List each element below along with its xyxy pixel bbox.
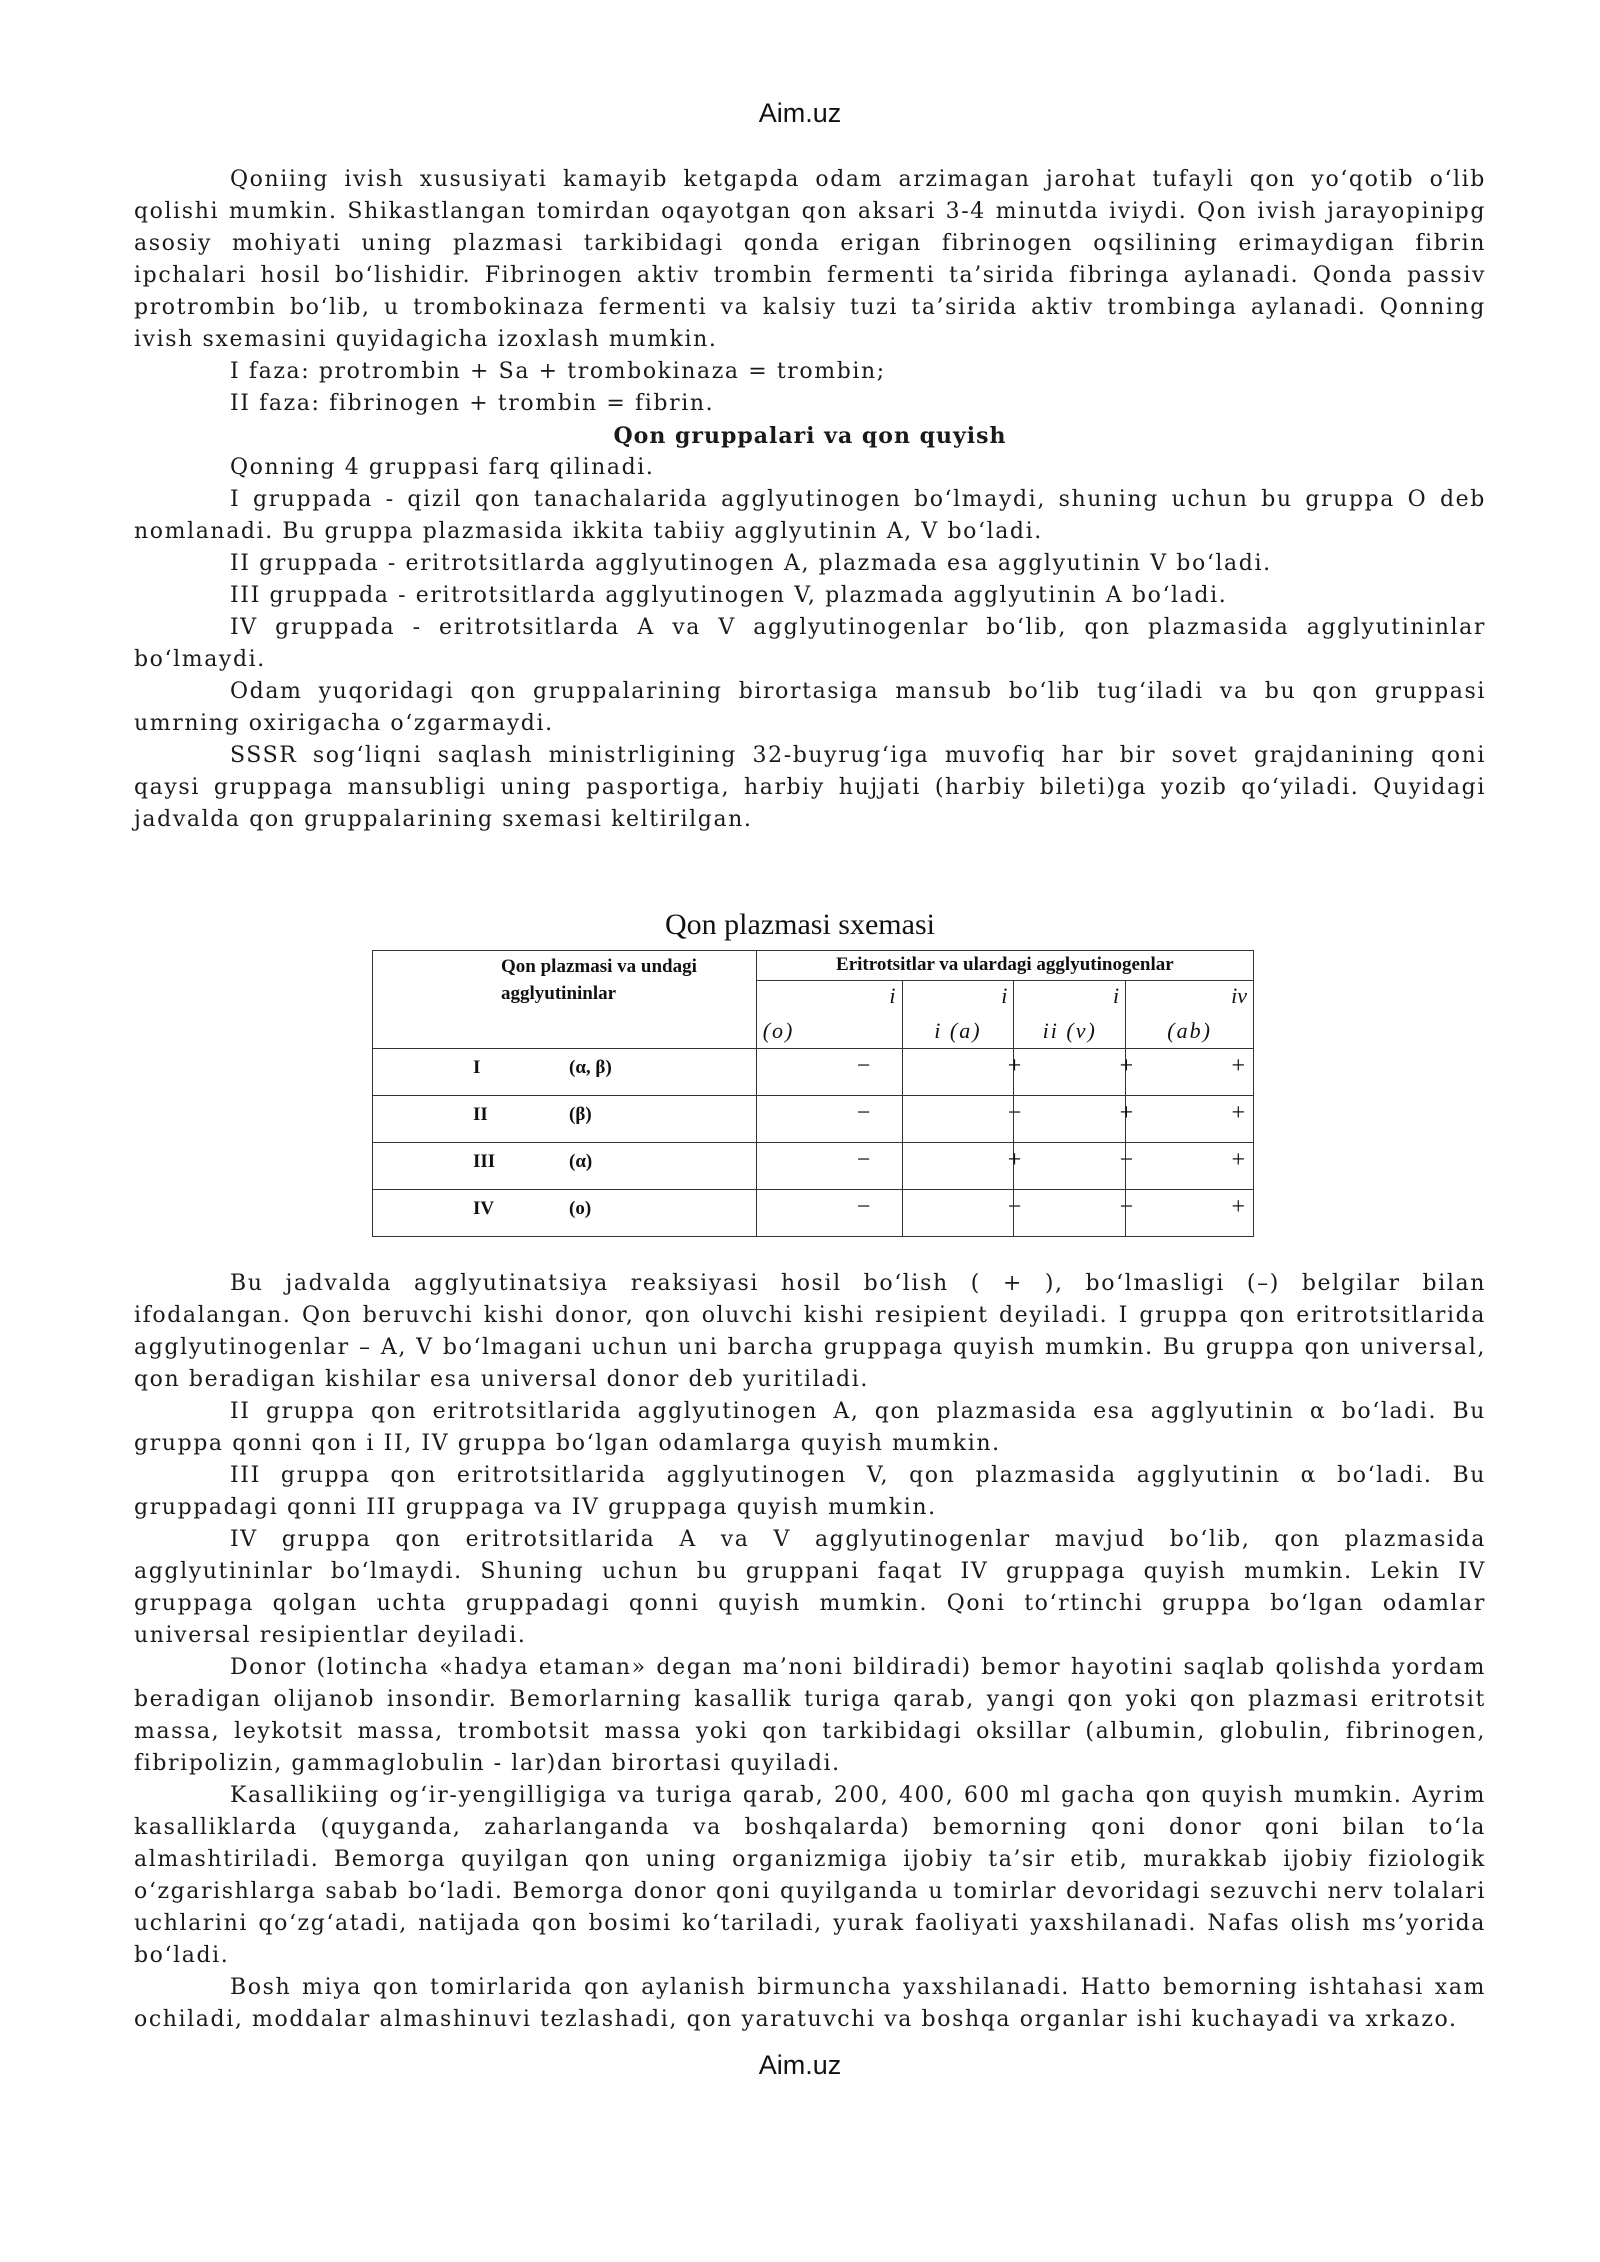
table-cell: + bbox=[902, 1049, 1014, 1096]
document-body-bottom bbox=[134, 1268, 1486, 2036]
paragraph: Bosh miya qon tomirlarida qon aylanish birmuncha yaxshilanadi. Hatto bemorning ishtahasi xam ochiladi, moddalar almashinuvi tezlashadi, qon yaratuvchi va boshqa organlar ishi kuchayadi va xrkazo. bbox=[134, 1975, 1486, 2032]
paragraph: I faza: protrombin + Sa + trombokinaza = trombin; bbox=[230, 359, 886, 384]
group-header-cell: i ii (v) bbox=[1014, 980, 1126, 1048]
table-cell: − bbox=[756, 1096, 902, 1143]
table-cell: − bbox=[756, 1190, 902, 1237]
row-label: II (β) bbox=[373, 1096, 757, 1143]
paragraph: Qoniing ivish xususiyati kamayib ketgapda odam arzimagan jarohat tufayli qon yo‘qotib o‘lib qolishi mumkin. Shikastlangan tomirdan oqayotgan qon aksari 3-4 minutda iviydi. Qon ivish jarayopinipg asosiy mohiyati uning plazmasi tarkibidagi qonda erigan fibrinogen oqsilining erimaydigan fibrin ipchalari hosil bo‘lishidir. Fibrinogen aktiv trombin fermenti ta’sirida fibringa aylanadi. Qonda passiv protrombin bo‘lib, u trombokinaza fermenti va kalsiy tuzi ta’sirida aktiv trombinga aylanadi. Qonning ivish sxemasini quyidagicha izoxlash mumkin. bbox=[134, 167, 1486, 352]
table-cell: + bbox=[1014, 1049, 1126, 1096]
paragraph: IV gruppa qon eritrotsitlarida A va V agglyutinogenlar mavjud bo‘lib, qon plazmasida agglyutininlar bo‘lmaydi. Shuning uchun bu gruppani faqat IV gruppaga quyish mumkin. Lekin IV gruppaga qolgan uchta gruppadagi qonni quyish mumkin. Qoni to‘rtinchi gruppa bo‘lgan odamlar universal resipientlar deyiladi. bbox=[134, 1527, 1486, 1648]
paragraph: II gruppa qon eritrotsitlarida agglyutinogen A, qon plazmasida esa agglyutinin α bo‘ladi. Bu gruppa qonni qon i II, IV gruppa bo‘lgan odamlarga quyish mumkin. bbox=[134, 1399, 1486, 1456]
row-label: III (α) bbox=[373, 1143, 757, 1190]
paragraph: Qonning 4 gruppasi farq qilinadi. bbox=[230, 455, 655, 480]
table-cell: − bbox=[756, 1049, 902, 1096]
table-cell: + bbox=[1126, 1049, 1254, 1096]
table-row bbox=[373, 1190, 1254, 1237]
document-body-top bbox=[134, 164, 1486, 836]
table-cell: + bbox=[902, 1143, 1014, 1190]
site-footer: Aim.uz bbox=[758, 2050, 842, 2080]
paragraph: I gruppada - qizil qon tanachalarida agglyutinogen bo‘lmaydi, shuning uchun bu gruppa O deb nomlanadi. Bu gruppa plazmasida ikkita tabiiy agglyutinin A, V bo‘ladi. bbox=[134, 487, 1486, 544]
table-header-plasma: Qon plazmasi va undagi agglyutininlar bbox=[373, 951, 757, 1049]
table-row bbox=[373, 1096, 1254, 1143]
paragraph: II faza: fibrinogen + trombin = fibrin. bbox=[230, 391, 715, 416]
paragraph: IV gruppada - eritrotsitlarda A va V agglyutinogenlar bo‘lib, qon plazmasida agglyutininlar bo‘lmaydi. bbox=[134, 615, 1486, 672]
paragraph: Bu jadvalda agglyutinatsiya reaksiyasi hosil bo‘lish ( + ), bo‘lmasligi (–) belgilar bilan ifodalangan. Qon beruvchi kishi donor, qon oluvchi kishi resipient deyiladi. I gruppa qon eritrotsitlarida agglyutinogenlar – A, V bo‘lmagani uchun uni barcha gruppaga quyish mumkin. Bu gruppa qon universal, qon beradigan kishilar esa universal donor deb yuritiladi. bbox=[134, 1271, 1486, 1392]
paragraph: II gruppada - eritrotsitlarda agglyutinogen A, plazmada esa agglyutinin V bo‘ladi. bbox=[230, 551, 1272, 576]
group-header-cell: i i (a) bbox=[902, 980, 1014, 1048]
table-cell: − bbox=[902, 1190, 1014, 1237]
table-header-erythrocytes: Eritrotsitlar va ulardagi agglyutinogenlar bbox=[756, 951, 1253, 981]
paragraph: III gruppada - eritrotsitlarda agglyutinogen V, plazmada agglyutinin A bo‘ladi. bbox=[230, 583, 1228, 608]
group-header-cell: iv (ab) bbox=[1126, 980, 1254, 1048]
paragraph: SSSR sog‘liqni saqlash ministrligining 32-buyrug‘iga muvofiq har bir sovet grajdanining qoni qaysi gruppaga mansubligi uning pasportiga, harbiy hujjati (harbiy bileti)ga yozib qo‘yiladi. Quyidagi jadvalda qon gruppalarining sxemasi keltirilgan. bbox=[134, 743, 1486, 832]
table-cell: + bbox=[1014, 1096, 1126, 1143]
row-label: IV (o) bbox=[373, 1190, 757, 1237]
paragraph: III gruppa qon eritrotsitlarida agglyutinogen V, qon plazmasida agglyutinin α bo‘ladi. Bu gruppadagi qonni III gruppaga va IV gruppaga quyish mumkin. bbox=[134, 1463, 1486, 1520]
table-cell: − bbox=[902, 1096, 1014, 1143]
table-cell: − bbox=[1014, 1190, 1126, 1237]
table-title: Qon plazmasi sxemasi bbox=[665, 908, 935, 941]
table-cell: + bbox=[1126, 1190, 1254, 1237]
blood-plasma-table bbox=[372, 950, 1254, 1237]
paragraph: Odam yuqoridagi qon gruppalarining birortasiga mansub bo‘lib tug‘iladi va bu qon gruppasi umrning oxirigacha o‘zgarmaydi. bbox=[134, 679, 1486, 736]
table-cell: − bbox=[1014, 1143, 1126, 1190]
paragraph: Donor (lotincha «hadya etaman» degan ma’noni bildiradi) bemor hayotini saqlab qolishda yordam beradigan olijanob insondir. Bemorlarning kasallik turiga qarab, yangi qon yoki qon plazmasi eritrotsit massa, leykotsit massa, trombotsit massa yoki qon tarkibidagi oksillar (albumin, globulin, fibrinogen, fibripolizin, gammaglobulin - lar)dan birortasi quyiladi. bbox=[134, 1655, 1486, 1776]
section-title: Qon gruppalari va qon quyish bbox=[613, 423, 1007, 449]
table-row bbox=[373, 1143, 1254, 1190]
table-cell: + bbox=[1126, 1096, 1254, 1143]
table-cell: + bbox=[1126, 1143, 1254, 1190]
table-row bbox=[373, 1049, 1254, 1096]
paragraph: Kasallikiing og‘ir-yengilligiga va turiga qarab, 200, 400, 600 ml gacha qon quyish mumkin. Ayrim kasalliklarda (quyganda, zaharlanganda va boshqalarda) bemorning qoni donor qoni bilan to‘la almashtiriladi. Bemorga quyilgan qon uning organizmiga ijobiy ta’sir etib, murakkab ijobiy fiziologik o‘zgarishlarga sabab bo‘ladi. Bemorga donor qoni quyilganda u tomirlar devoridagi sezuvchi nerv tolalari uchlarini qo‘zg‘atadi, natijada qon bosimi ko‘tariladi, yurak faoliyati yaxshilanadi. Nafas olish ms’yorida bo‘ladi. bbox=[134, 1783, 1486, 1968]
site-header: Aim.uz bbox=[758, 98, 842, 128]
table-cell: − bbox=[756, 1143, 902, 1190]
group-header-cell: i (o) bbox=[756, 980, 902, 1048]
row-label: I (α, β) bbox=[373, 1049, 757, 1096]
